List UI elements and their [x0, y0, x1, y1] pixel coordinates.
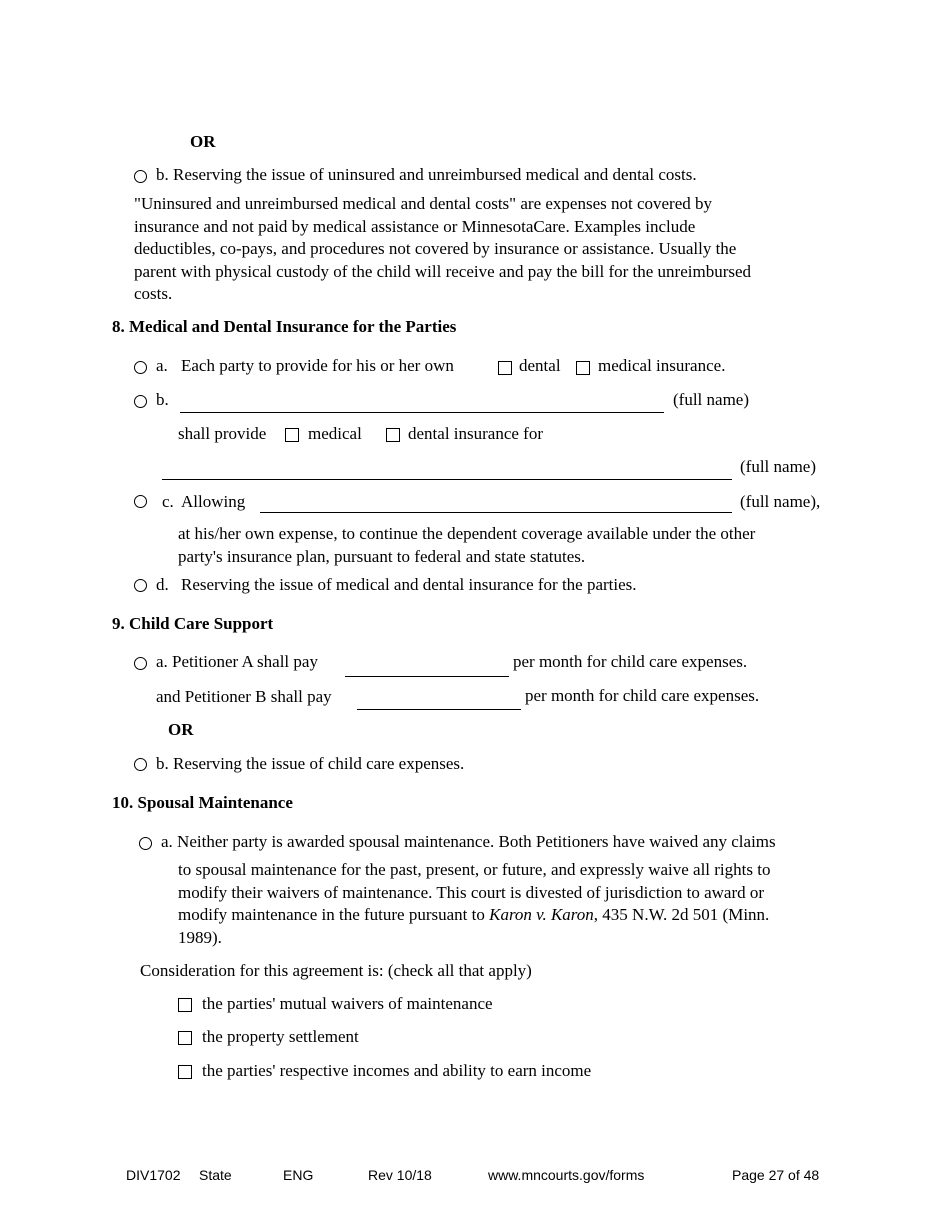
full-name-caption: (full name) — [740, 457, 816, 476]
option-b-label: b. — [156, 390, 169, 409]
footer-page-number: Page 27 of 48 — [732, 1167, 820, 1183]
allowing-full-name-field[interactable] — [260, 512, 732, 513]
consideration-option: the parties' respective incomes and ability to earn income — [202, 1061, 592, 1080]
consideration-label: Consideration for this agreement is: (check all that apply) — [140, 961, 532, 980]
reserve-uninsured-costs-label: b. Reserving the issue of uninsured and unreimbursed medical and dental costs. — [156, 165, 697, 184]
definition-line: parent with physical custody of the child will receive and pay the bill for the unreimbursed — [134, 261, 752, 281]
waiver-line: modify their waivers of maintenance. This court is divested of jurisdiction to award or — [178, 882, 765, 902]
own-insurance-text: Each party to provide for his or her own — [181, 356, 454, 375]
or-label: OR — [190, 132, 216, 151]
own-dental-checkbox[interactable] — [498, 361, 512, 375]
definition-line: "Uninsured and unreimbursed medical and dental costs" are expenses not covered by — [134, 194, 712, 213]
property-settlement-checkbox[interactable] — [178, 1031, 192, 1045]
citation-detail: , 435 N.W. 2d 501 (Minn. — [593, 905, 770, 924]
provide-dental-label: dental insurance for — [408, 424, 543, 443]
full-name-caption: (full name) — [673, 390, 749, 409]
or-label: OR — [168, 720, 194, 739]
petitioner-b-pay-label: and Petitioner B shall pay — [156, 687, 332, 706]
coverage-line: at his/her own expense, to continue the dependent coverage available under the other — [178, 524, 756, 543]
per-month-label: per month for child care expenses. — [525, 686, 760, 705]
reserve-insurance-text: Reserving the issue of medical and dental insurance for the parties. — [181, 575, 637, 594]
incomes-checkbox[interactable] — [178, 1065, 192, 1079]
dependent-coverage-radio[interactable] — [134, 495, 147, 508]
own-medical-label: medical insurance. — [598, 356, 726, 375]
petitioner-a-amount-field[interactable] — [345, 676, 509, 677]
own-medical-checkbox[interactable] — [576, 361, 590, 375]
definition-line: costs. — [134, 284, 173, 303]
provide-medical-label: medical — [308, 424, 362, 443]
per-month-label: per month for child care expenses. — [513, 652, 748, 671]
definition-line: insurance and not paid by medical assistance or MinnesotaCare. Examples include — [134, 216, 696, 236]
waiver-line-text: modify maintenance in the future pursuant to — [178, 905, 490, 924]
child-care-pay-radio[interactable] — [134, 657, 147, 670]
footer-revision: Rev 10/18 — [368, 1167, 432, 1183]
no-maintenance-label: a. Neither party is awarded spousal maintenance. Both Petitioners have waived any claims — [161, 832, 776, 851]
footer-form-id: DIV1702 — [126, 1167, 181, 1183]
waiver-line — [178, 904, 770, 927]
recipient-full-name-field[interactable] — [162, 479, 732, 480]
dependent-coverage-text — [178, 523, 755, 568]
reserve-insurance-radio[interactable] — [134, 579, 147, 592]
provider-full-name-field[interactable] — [180, 412, 664, 413]
no-maintenance-radio[interactable] — [139, 837, 152, 850]
consideration-option: the parties' mutual waivers of maintenance — [202, 994, 493, 1013]
uninsured-definition — [134, 193, 751, 306]
own-insurance-radio[interactable] — [134, 361, 147, 374]
footer-state: State — [199, 1167, 232, 1183]
own-dental-label: dental — [519, 356, 561, 375]
case-citation: Karon v. Karon — [489, 905, 594, 924]
allowing-label: Allowing — [181, 492, 246, 511]
footer-language: ENG — [283, 1167, 314, 1183]
footer-url[interactable]: www.mncourts.gov/forms — [488, 1167, 645, 1183]
coverage-line: party's insurance plan, pursuant to federal and state statutes. — [178, 546, 586, 566]
option-c-label: c. — [162, 492, 174, 511]
section-10-heading: 10. Spousal Maintenance — [112, 793, 293, 812]
petitioner-b-amount-field[interactable] — [357, 709, 521, 710]
full-name-caption: (full name), — [740, 492, 821, 511]
waiver-line: 1989). — [178, 927, 222, 947]
reserve-uninsured-costs-radio[interactable] — [134, 170, 147, 183]
option-d-label: d. — [156, 575, 169, 594]
mutual-waivers-checkbox[interactable] — [178, 998, 192, 1012]
maintenance-waiver-text — [178, 859, 770, 949]
shall-provide-label: shall provide — [178, 424, 267, 443]
option-a-label: a. — [156, 356, 168, 375]
reserve-child-care-radio[interactable] — [134, 758, 147, 771]
petitioner-a-pay-label: a. Petitioner A shall pay — [156, 652, 318, 671]
consideration-option: the property settlement — [202, 1027, 359, 1046]
section-8-heading: 8. Medical and Dental Insurance for the Parties — [112, 317, 457, 336]
section-9-heading: 9. Child Care Support — [112, 614, 274, 633]
waiver-line: to spousal maintenance for the past, present, or future, and expressly waive all rights to — [178, 860, 771, 879]
party-provides-radio[interactable] — [134, 395, 147, 408]
provide-dental-checkbox[interactable] — [386, 428, 400, 442]
definition-line: deductibles, co-pays, and procedures not covered by insurance or assistance. Usually the — [134, 239, 737, 258]
provide-medical-checkbox[interactable] — [285, 428, 299, 442]
reserve-child-care-label: b. Reserving the issue of child care expenses. — [156, 754, 465, 773]
